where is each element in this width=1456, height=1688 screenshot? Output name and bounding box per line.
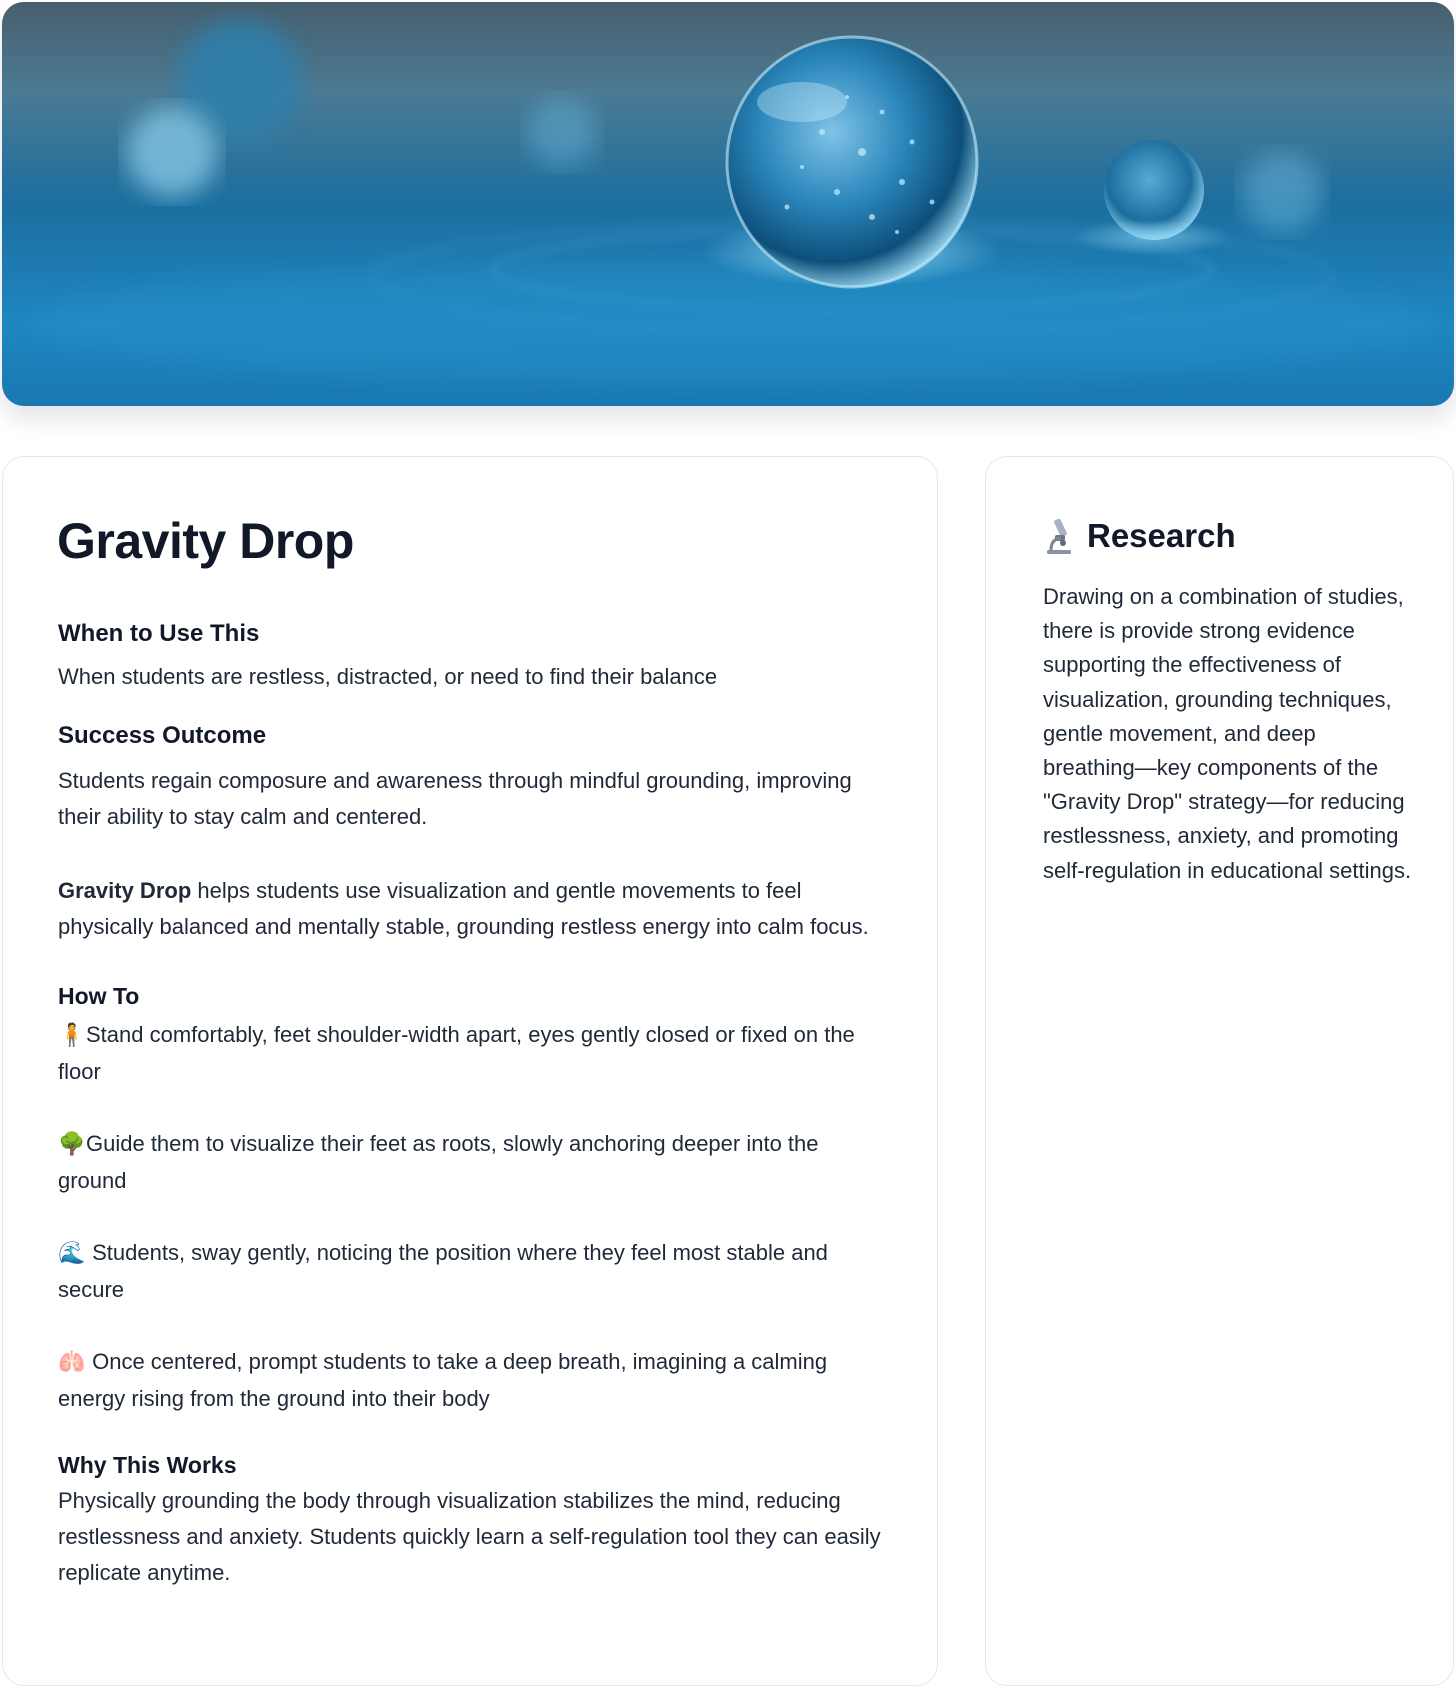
step-text: Guide them to visualize their feet as roots, slowly anchoring deeper into the ground <box>58 1131 819 1193</box>
step-item <box>58 1344 888 1417</box>
standing-person-icon: 🧍 <box>58 1023 86 1048</box>
research-heading <box>1043 517 1236 555</box>
wave-icon: 🌊 <box>58 1241 86 1266</box>
intro-bold: Gravity Drop <box>58 878 192 903</box>
water-droplet-image <box>2 2 1454 406</box>
step-text: Once centered, prompt students to take a deep breath, imagining a calming energy rising from the ground into their body <box>58 1349 828 1411</box>
research-text: Drawing on a combination of studies, there is provide strong evidence supporting the effectiveness of visualization, grounding techniques, gentle movement, and deep breathing—key components of the "Gravity Drop" strategy—for reducing restlessness, anxiety, and promoting self-regulation in educational settings. <box>1043 584 1412 883</box>
hero-image <box>2 2 1454 406</box>
page-title: Gravity Drop <box>57 513 354 569</box>
when-text: When students are restless, distracted, or need to find their balance <box>58 664 718 689</box>
step-item <box>58 1017 888 1090</box>
howto-heading: How To <box>58 983 140 1009</box>
tree-icon: 🌳 <box>58 1132 86 1157</box>
why-heading: Why This Works <box>58 1452 237 1478</box>
step-text: Students, sway gently, noticing the position where they feel most stable and secure <box>58 1240 828 1302</box>
step-item <box>58 1126 888 1199</box>
research-title: Research <box>1087 517 1236 554</box>
step-text: Stand comfortably, feet shoulder-width apart, eyes gently closed or fixed on the floor <box>58 1022 855 1084</box>
intro-rest: helps students use visualization and gentle movements to feel physically balanced and mentally stable, grounding restless energy into calm focus. <box>58 878 869 939</box>
success-heading: Success Outcome <box>58 722 267 749</box>
lungs-icon: 🫁 <box>58 1350 86 1375</box>
step-item <box>58 1235 888 1308</box>
why-text: Physically grounding the body through visualization stabilizes the mind, reducing restlessness and anxiety. Students quickly learn a self-regulation tool they can easily replicate anytime. <box>58 1488 881 1585</box>
microscope-icon <box>1043 517 1075 555</box>
success-text: Students regain composure and awareness through mindful grounding, improving their ability to stay calm and centered. <box>58 768 852 829</box>
when-heading: When to Use This <box>58 620 260 647</box>
intro-text <box>58 873 888 945</box>
